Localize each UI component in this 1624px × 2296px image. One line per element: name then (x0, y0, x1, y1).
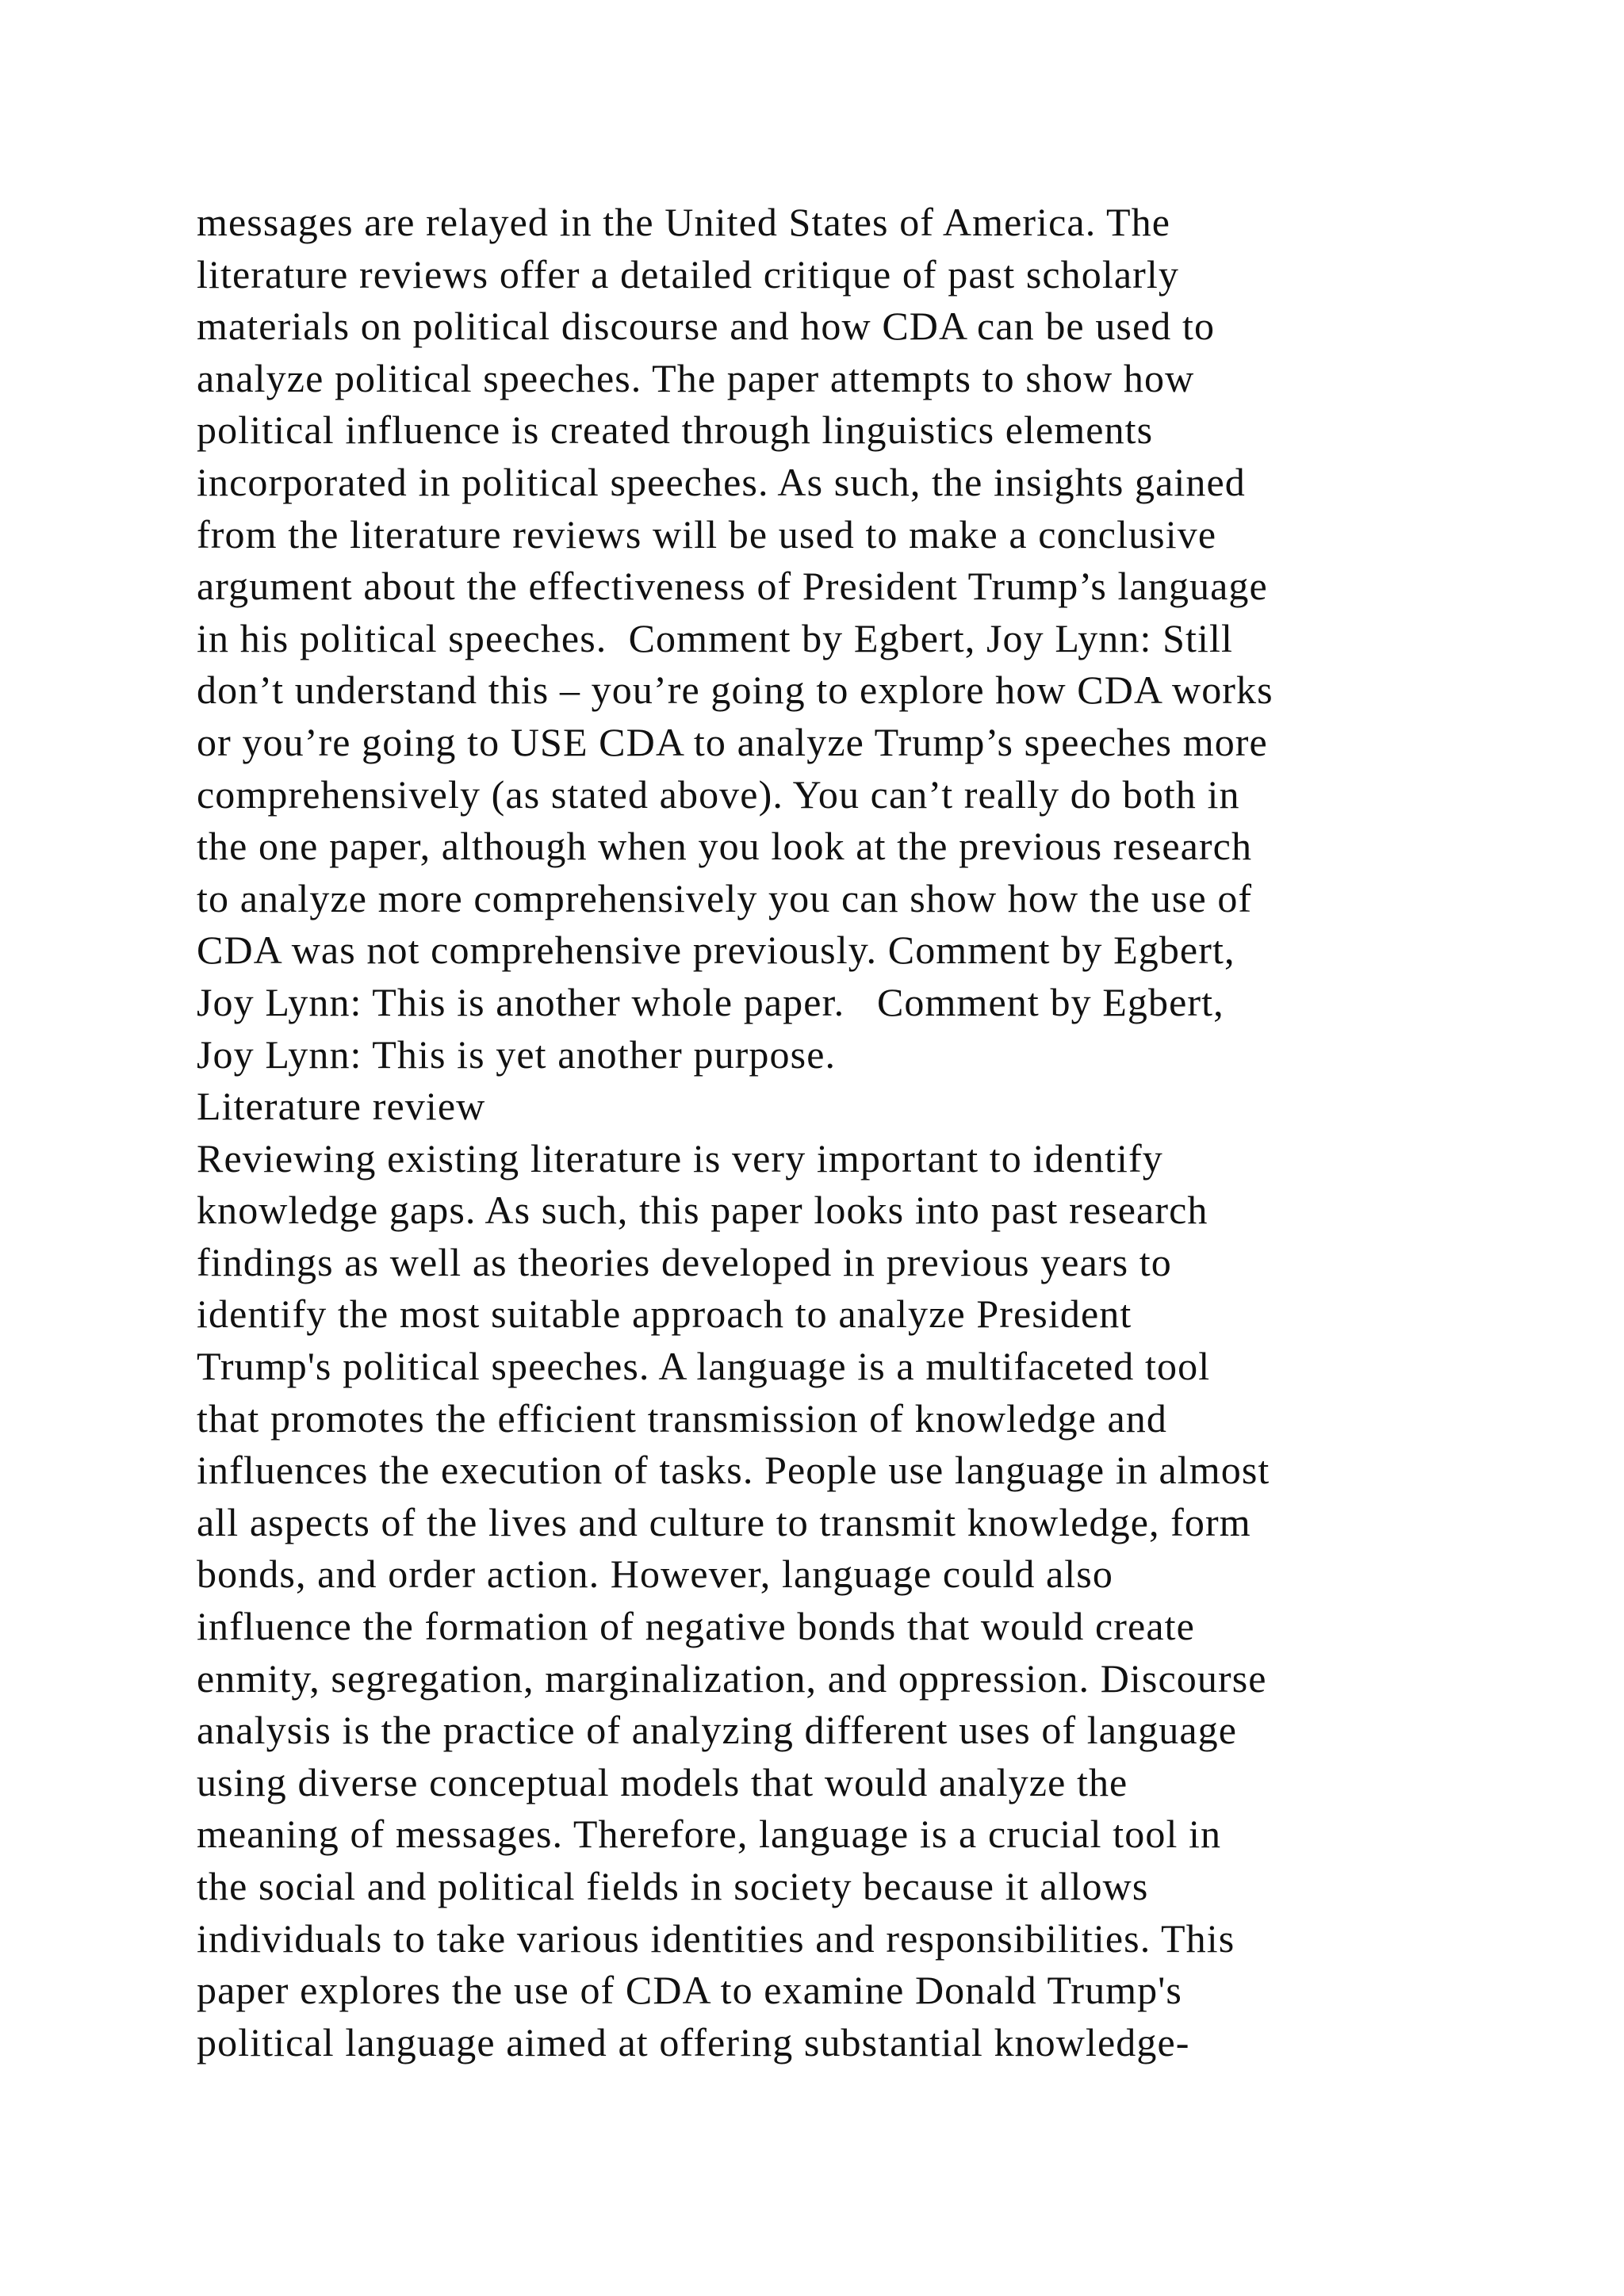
text-line: using diverse conceptual models that would analyze the (197, 1759, 1128, 1804)
text-line: argument about the effectiveness of President Trump’s language (197, 564, 1268, 609)
text-line: individuals to take various identities and responsibilities. This (197, 1915, 1235, 1961)
text-line: CDA was not comprehensive previously. Comment by Egbert, (197, 928, 1235, 973)
text-line: influences the execution of tasks. People use language in almost (197, 1448, 1270, 1493)
text-line: or you’re going to USE CDA to analyze Trump’s speeches more (197, 719, 1268, 764)
text-line: Reviewing existing literature is very important to identify (197, 1135, 1163, 1181)
text-line: all aspects of the lives and culture to transmit knowledge, form (197, 1499, 1251, 1544)
text-line: identify the most suitable approach to analyze President (197, 1292, 1132, 1337)
text-line: political language aimed at offering substantial knowledge- (197, 2019, 1190, 2064)
text-line: in his political speeches. Comment by Egbert, Joy Lynn: Still (197, 615, 1233, 660)
text-line: bonds, and order action. However, language could also (197, 1552, 1113, 1597)
text-line: meaning of messages. Therefore, language is a crucial tool in (197, 1812, 1222, 1857)
text-line: literature reviews offer a detailed critique of past scholarly (197, 251, 1180, 297)
text-line: from the literature reviews will be used to make a conclusive (197, 511, 1217, 557)
text-line: materials on political discourse and how CDA can be used to (197, 304, 1216, 349)
text-line: comprehensively (as stated above). You can’t really do both in (197, 771, 1240, 817)
text-line: paper explores the use of CDA to examine Donald Trump's (197, 1968, 1182, 2013)
text-line: political influence is created through linguistics elements (197, 408, 1154, 453)
text-line: Joy Lynn: This is another whole paper. Comment by Egbert, (197, 979, 1224, 1024)
text-line: don’t understand this – you’re going to explore how CDA works (197, 668, 1274, 713)
text-line: the one paper, although when you look at the previous research (197, 824, 1253, 869)
text-line: knowledge gaps. As such, this paper looks into past research (197, 1188, 1208, 1233)
text-line: enmity, segregation, marginalization, and oppression. Discourse (197, 1655, 1267, 1701)
text-line: analysis is the practice of analyzing different uses of language (197, 1708, 1238, 1753)
text-line: Joy Lynn: This is yet another purpose. (197, 1031, 837, 1077)
text-line: Trump's political speeches. A language is a multifaceted tool (197, 1344, 1211, 1389)
text-line: that promotes the efficient transmission of knowledge and (197, 1395, 1168, 1441)
text-line: findings as well as theories developed in previous years to (197, 1239, 1172, 1284)
text-line: incorporated in political speeches. As such, the insights gained (197, 459, 1246, 504)
text-line: analyze political speeches. The paper attempts to show how (197, 355, 1195, 400)
text-line: influence the formation of negative bonds that would create (197, 1604, 1195, 1649)
text-line: the social and political fields in society because it allows (197, 1864, 1149, 1908)
text-line: to analyze more comprehensively you can show how the use of (197, 875, 1253, 920)
section-heading: Literature review (197, 1084, 486, 1129)
document-body (197, 197, 1561, 2068)
text-line: messages are relayed in the United States of America. The (197, 200, 1171, 244)
